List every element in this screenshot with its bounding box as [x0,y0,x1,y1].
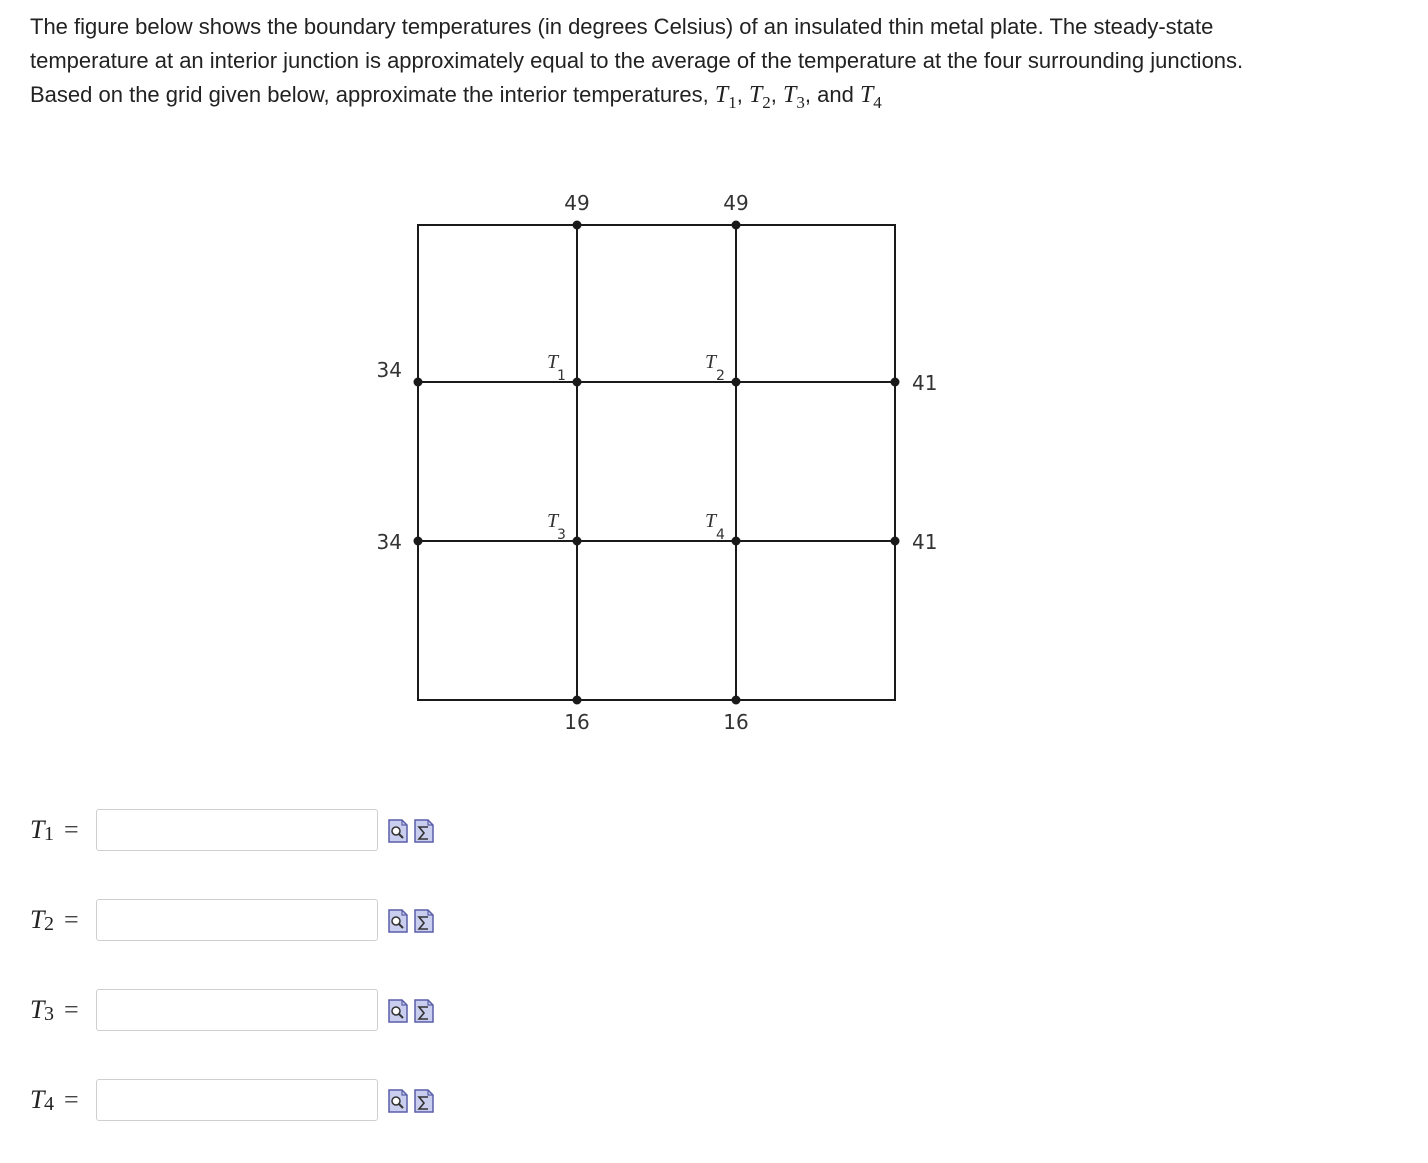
answer-label-t2: T 2 = [30,905,79,935]
answer-input-t2[interactable] [96,899,378,941]
boundary-top-left: 49 [564,191,590,215]
answer-label-t1: T 1 = [30,815,79,845]
sigma-math-icon[interactable] [414,819,434,843]
preview-icon[interactable] [388,999,408,1023]
svg-text:T: T [705,510,717,532]
answer-input-t4[interactable] [96,1079,378,1121]
boundary-left-upper: 34 [376,358,402,382]
var-t4: $T_4$ [859,82,882,112]
dot-right-upper [891,378,900,387]
svg-text:T: T [547,351,559,373]
answer-label-t4: T 4 = [30,1085,79,1115]
svg-text:3: 3 [557,527,566,543]
node-label-t2 [705,351,725,384]
dot-top-left [573,221,582,230]
dot-t2 [732,378,741,387]
dot-top-right [732,221,741,230]
dot-t1 [573,378,582,387]
boundary-bottom-left: 16 [564,710,590,734]
dot-t3 [573,537,582,546]
node-label-t3 [547,510,566,543]
dot-bottom-left [573,696,582,705]
node-label-t4 [705,510,725,543]
boundary-left-lower: 34 [376,530,402,554]
dot-t4 [732,537,741,546]
conjunction: , and [804,82,860,107]
svg-text:1: 1 [557,368,566,384]
boundary-bottom-right: 16 [723,710,749,734]
svg-text:T: T [547,510,559,532]
boundary-top-right: 49 [723,191,749,215]
answer-input-t3[interactable] [96,989,378,1031]
dot-left-lower [414,537,423,546]
grid-outer-border [418,225,895,700]
grid-lines [418,225,895,700]
preview-icon[interactable] [388,909,408,933]
svg-text:4: 4 [716,527,725,543]
dot-right-lower [891,537,900,546]
separator: , [770,82,784,107]
svg-text:T: T [705,351,717,373]
boundary-right-upper: 41 [912,371,938,395]
boundary-right-lower: 41 [912,530,938,554]
answer-label-t3: T 3 = [30,995,79,1025]
dot-left-upper [414,378,423,387]
sigma-math-icon[interactable] [414,1089,434,1113]
node-label-t1 [547,351,566,384]
var-t3: $T_3$ [783,82,805,112]
preview-icon[interactable] [388,819,408,843]
sigma-math-icon[interactable] [414,999,434,1023]
answer-input-t1[interactable] [96,809,378,851]
preview-icon[interactable] [388,1089,408,1113]
junction-dots [414,221,900,705]
var-t1: $T_1$ [714,82,737,112]
svg-text:2: 2 [716,368,725,384]
separator: , [736,82,749,107]
var-t2: $T_2$ [748,82,771,112]
sigma-math-icon[interactable] [414,909,434,933]
problem-text: The figure below shows the boundary temperatures (in degrees Celsius) of an insulated thin metal plate. The steady-state temperature at an interior junction is approximately equal to the average of the temperature at the four surrounding junctions. Based on the grid given below, approximate the interior temperatures, [30,14,1244,107]
dot-bottom-right [732,696,741,705]
